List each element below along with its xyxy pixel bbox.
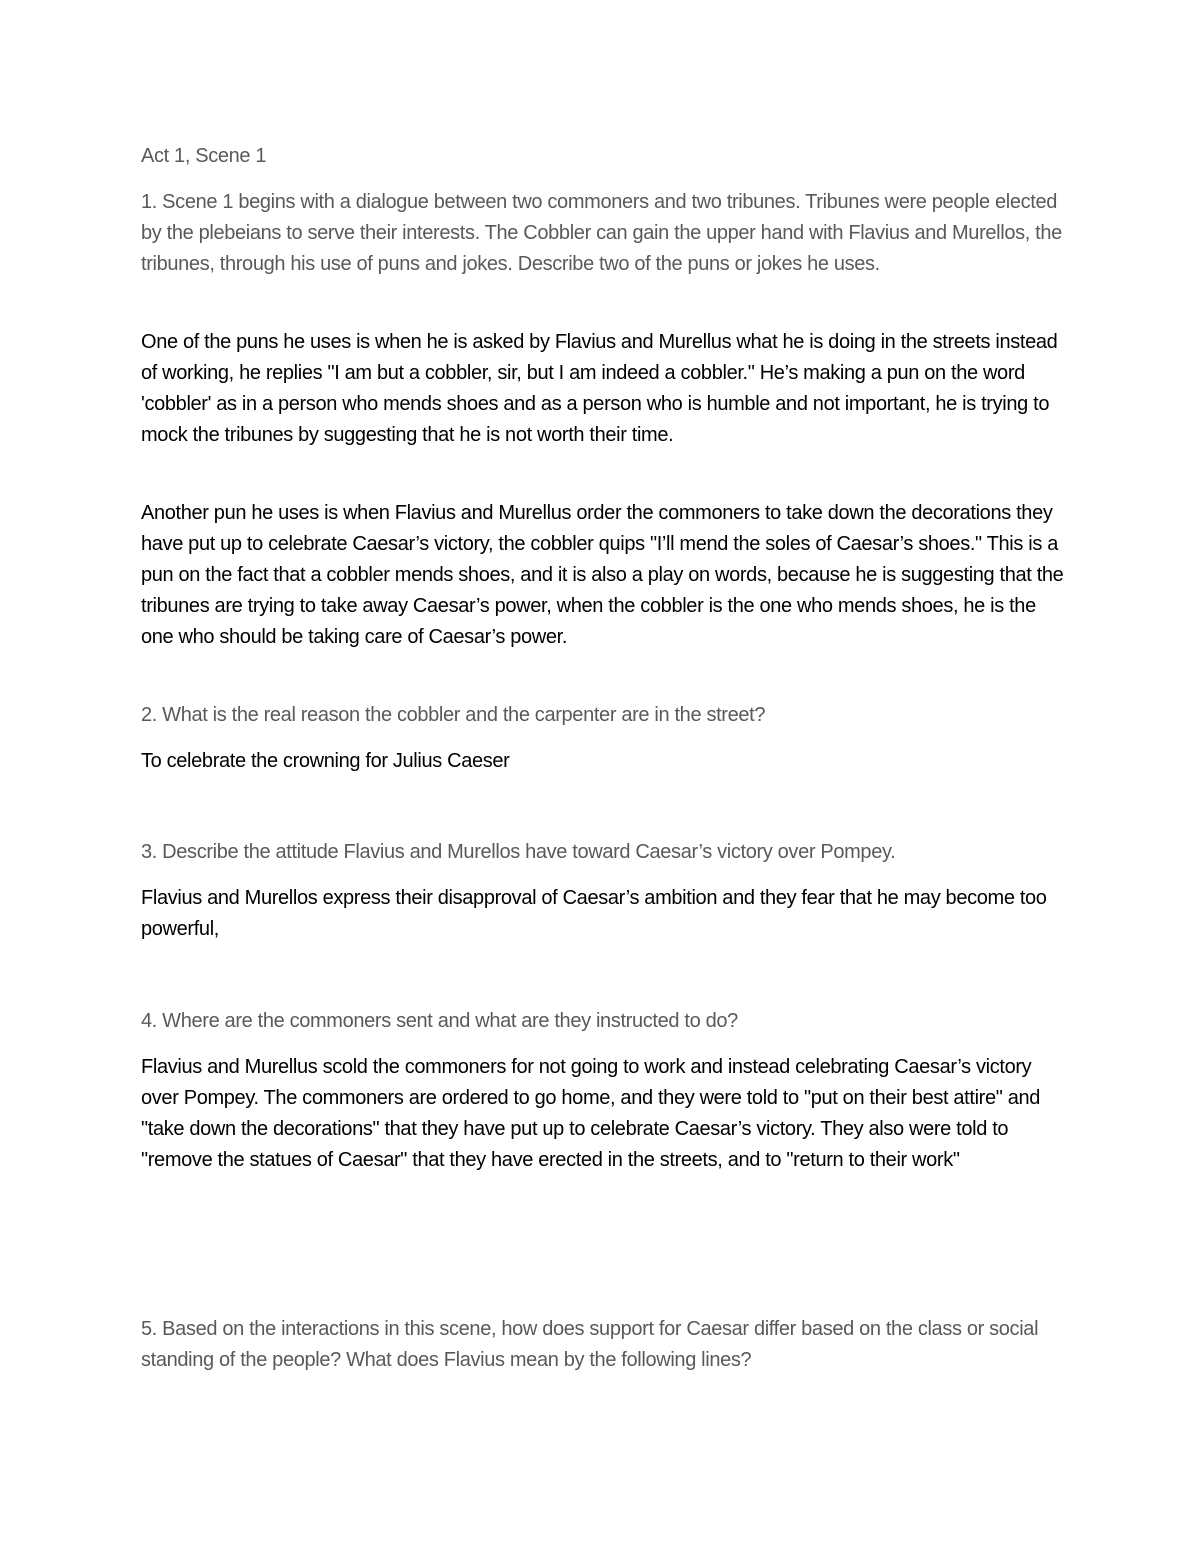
question-1-prompt: 1. Scene 1 begins with a dialogue between two commoners and two tribunes. Tribunes were people elected by the plebeians to serve their interests. The Cobbler can gain the upper hand with Flavius and Murellos, the tribunes, through his use of puns and jokes. Describe two of the puns or jokes he uses. <box>141 191 1062 275</box>
document-heading: Act 1, Scene 1 <box>141 145 267 167</box>
question-1-answer-paragraph-2: Another pun he uses is when Flavius and Murellus order the commoners to take down the decorations they have put up to celebrate Caesar’s victory, the cobbler quips "I’ll mend the soles of Caesar’s shoes." This is a pun on the fact that a cobbler mends shoes, and it is also a play on words, because he is suggesting that the tribunes are trying to take away Caesar’s power, when the cobbler is the one who mends shoes, he is the one who should be taking care of Caesar’s power. <box>141 502 1064 648</box>
question-2-answer: To celebrate the crowning for Julius Caeser <box>141 750 510 772</box>
question-3-prompt: 3. Describe the attitude Flavius and Murellos have toward Caesar’s victory over Pompey. <box>141 841 896 863</box>
question-4-answer: Flavius and Murellus scold the commoners for not going to work and instead celebrating Caesar’s victory over Pompey. The commoners are ordered to go home, and they were told to "put on their best attire" and "take down the decorations" that they have put up to celebrate Caesar’s victory. They also were told to "remove the statues of Caesar" that they have erected in the streets, and to "return to their work" <box>141 1056 1041 1171</box>
question-4-prompt: 4. Where are the commoners sent and what are they instructed to do? <box>141 1010 738 1032</box>
question-5-prompt: 5. Based on the interactions in this scene, how does support for Caesar differ based on the class or social standing of the people? What does Flavius mean by the following lines? <box>141 1318 1039 1371</box>
question-1-answer-paragraph-1: One of the puns he uses is when he is asked by Flavius and Murellus what he is doing in the streets instead of working, he replies "I am but a cobbler, sir, but I am indeed a cobbler." He’s making a pun on the word 'cobbler' as in a person who mends shoes and as a person who is humble and not important, he is trying to mock the tribunes by suggesting that he is not worth their time. <box>141 331 1058 446</box>
question-3-answer: Flavius and Murellos express their disapproval of Caesar’s ambition and they fear that he may become too powerful, <box>141 887 1047 940</box>
question-2-prompt: 2. What is the real reason the cobbler and the carpenter are in the street? <box>141 704 766 726</box>
